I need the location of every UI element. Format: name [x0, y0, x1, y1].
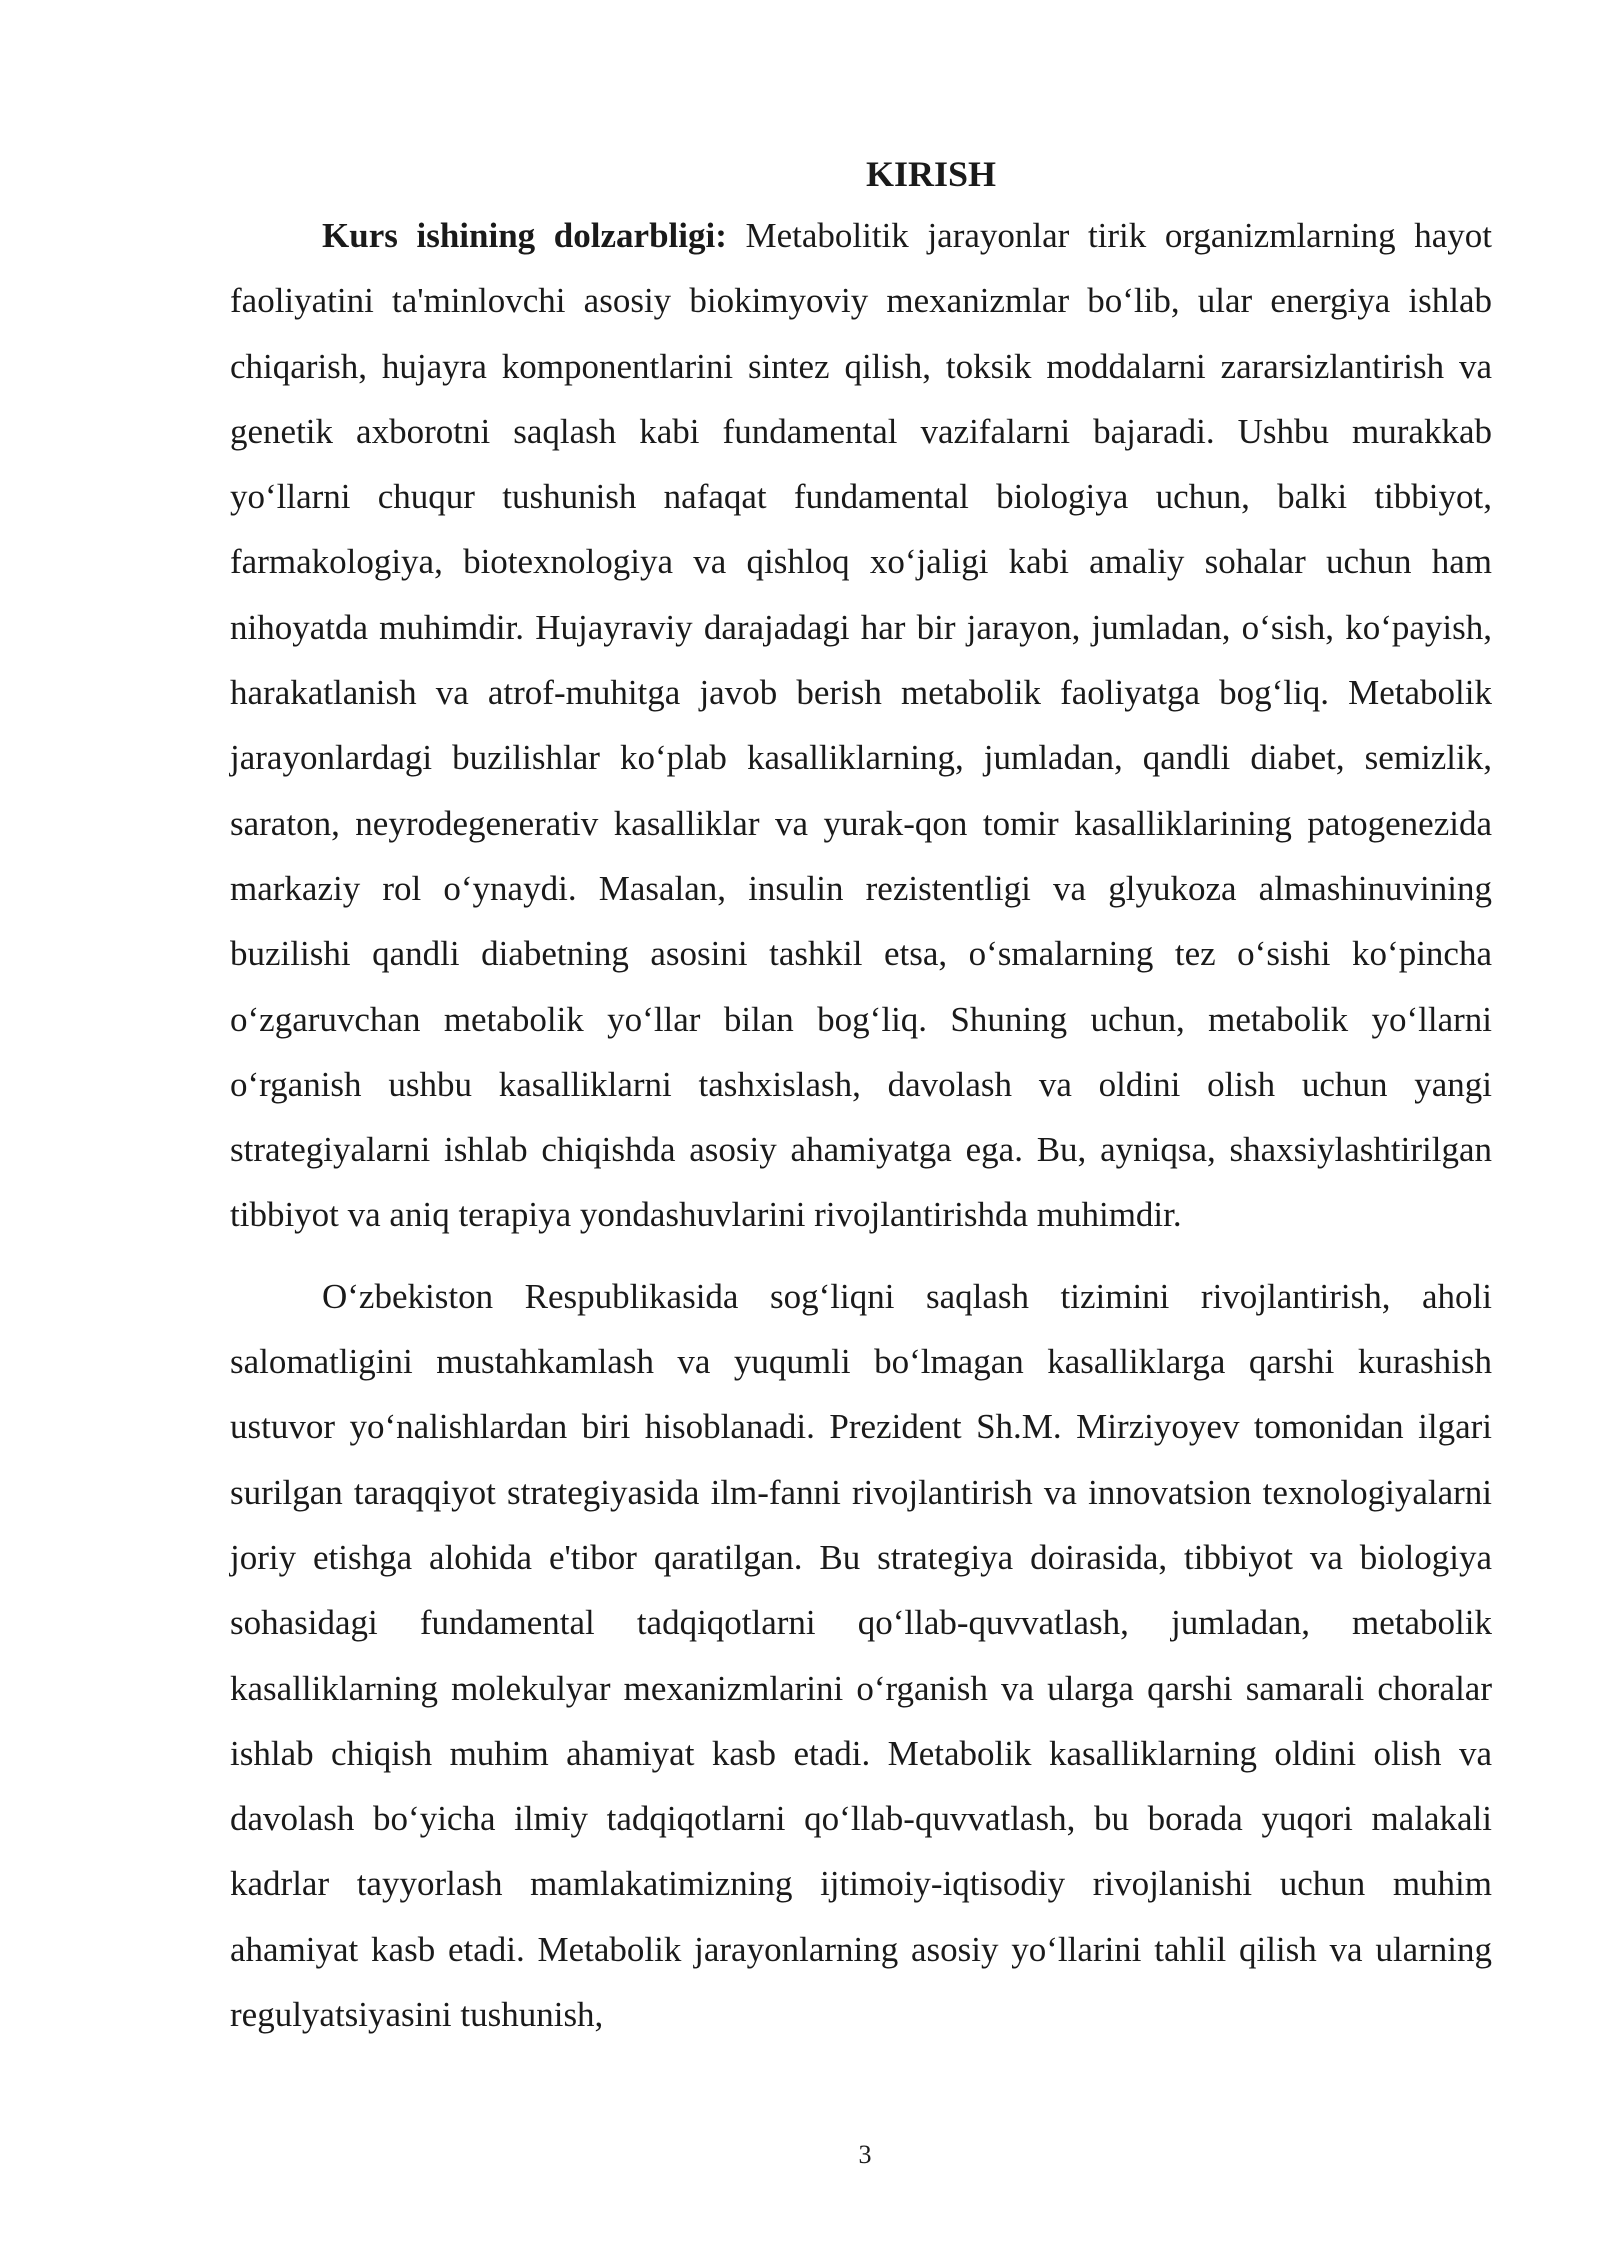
paragraph-relevance	[230, 203, 1492, 1248]
page-number: 3	[858, 2140, 872, 2169]
section-heading: KIRISH	[865, 154, 997, 194]
paragraph-text: Metabolitik jarayonlar tirik organizmlarning hayot faoliyatini ta'minlovchi asosiy biokimyoviy mexanizmlar bo‘lib, ular energiya ishlab chiqarish, hujayra komponentlarini sintez qilish, toksik moddalarni zararsizlantirish va genetik axborotni saqlash kabi fundamental vazifalarni bajaradi. Ushbu murakkab yo‘llarni chuqur tushunish nafaqat fundamental biologiya uchun, balki tibbiyot, farmakologiya, biotexnologiya va qishloq xo‘jaligi kabi amaliy sohalar uchun ham nihoyatda muhimdir. Hujayraviy darajadagi har bir jarayon, jumladan, o‘sish, ko‘payish, harakatlanish va atrof-muhitga javob berish metabolik faoliyatga bog‘liq. Metabolik jarayonlardagi buzilishlar ko‘plab kasalliklarning, jumladan, qandli diabet, semizlik, saraton, neyrodegenerativ kasalliklar va yurak-qon tomir kasalliklarining patogenezida markaziy rol o‘ynaydi. Masalan, insulin rezistentligi va glyukoza almashinuvining buzilishi qandli diabetning asosini tashkil etsa, o‘smalarning tez o‘sishi ko‘pincha o‘zgaruvchan metabolik yo‘llar bilan bog‘liq. Shuning uchun, metabolik yo‘llarni o‘rganish ushbu kasalliklarni tashxislash, davolash va oldini olish uchun yangi strategiyalarni ishlab chiqishda asosiy ahamiyatga ega. Bu, ayniqsa, shaxsiylashtirilgan tibbiyot va aniq terapiya yondashuvlarini rivojlantirishda muhimdir.	[230, 216, 1492, 1235]
paragraph-lead: Kurs ishining dolzarbligi:	[322, 216, 727, 255]
document-body	[230, 145, 1492, 2047]
paragraph-uzbekistan: O‘zbekiston Respublikasida sog‘liqni saqlash tizimini rivojlantirish, aholi salomatligini mustahkamlash va yuqumli bo‘lmagan kasalliklarga qarshi kurashish ustuvor yo‘nalishlardan biri hisoblanadi. Prezident Sh.M. Mirziyoyev tomonidan ilgari surilgan taraqqiyot strategiyasida ilm-fanni rivojlantirish va innovatsion texnologiyalarni joriy etishga alohida e'tibor qaratilgan. Bu strategiya doirasida, tibbiyot va biologiya sohasidagi fundamental tadqiqotlarni qo‘llab-quvvatlash, jumladan, metabolik kasalliklarning molekulyar mexanizmlarini o‘rganish va ularga qarshi samarali choralar ishlab chiqish muhim ahamiyat kasb etadi. Metabolik kasalliklarning oldini olish va davolash bo‘yicha ilmiy tadqiqotlarni qo‘llab-quvvatlash, bu borada yuqori malakali kadrlar tayyorlash mamlakatimizning ijtimoiy-iqtisodiy rivojlanishi uchun muhim ahamiyat kasb etadi. Metabolik jarayonlarning asosiy yo‘llarini tahlil qilish va ularning regulyatsiyasini tushunish,	[230, 1276, 1492, 2035]
